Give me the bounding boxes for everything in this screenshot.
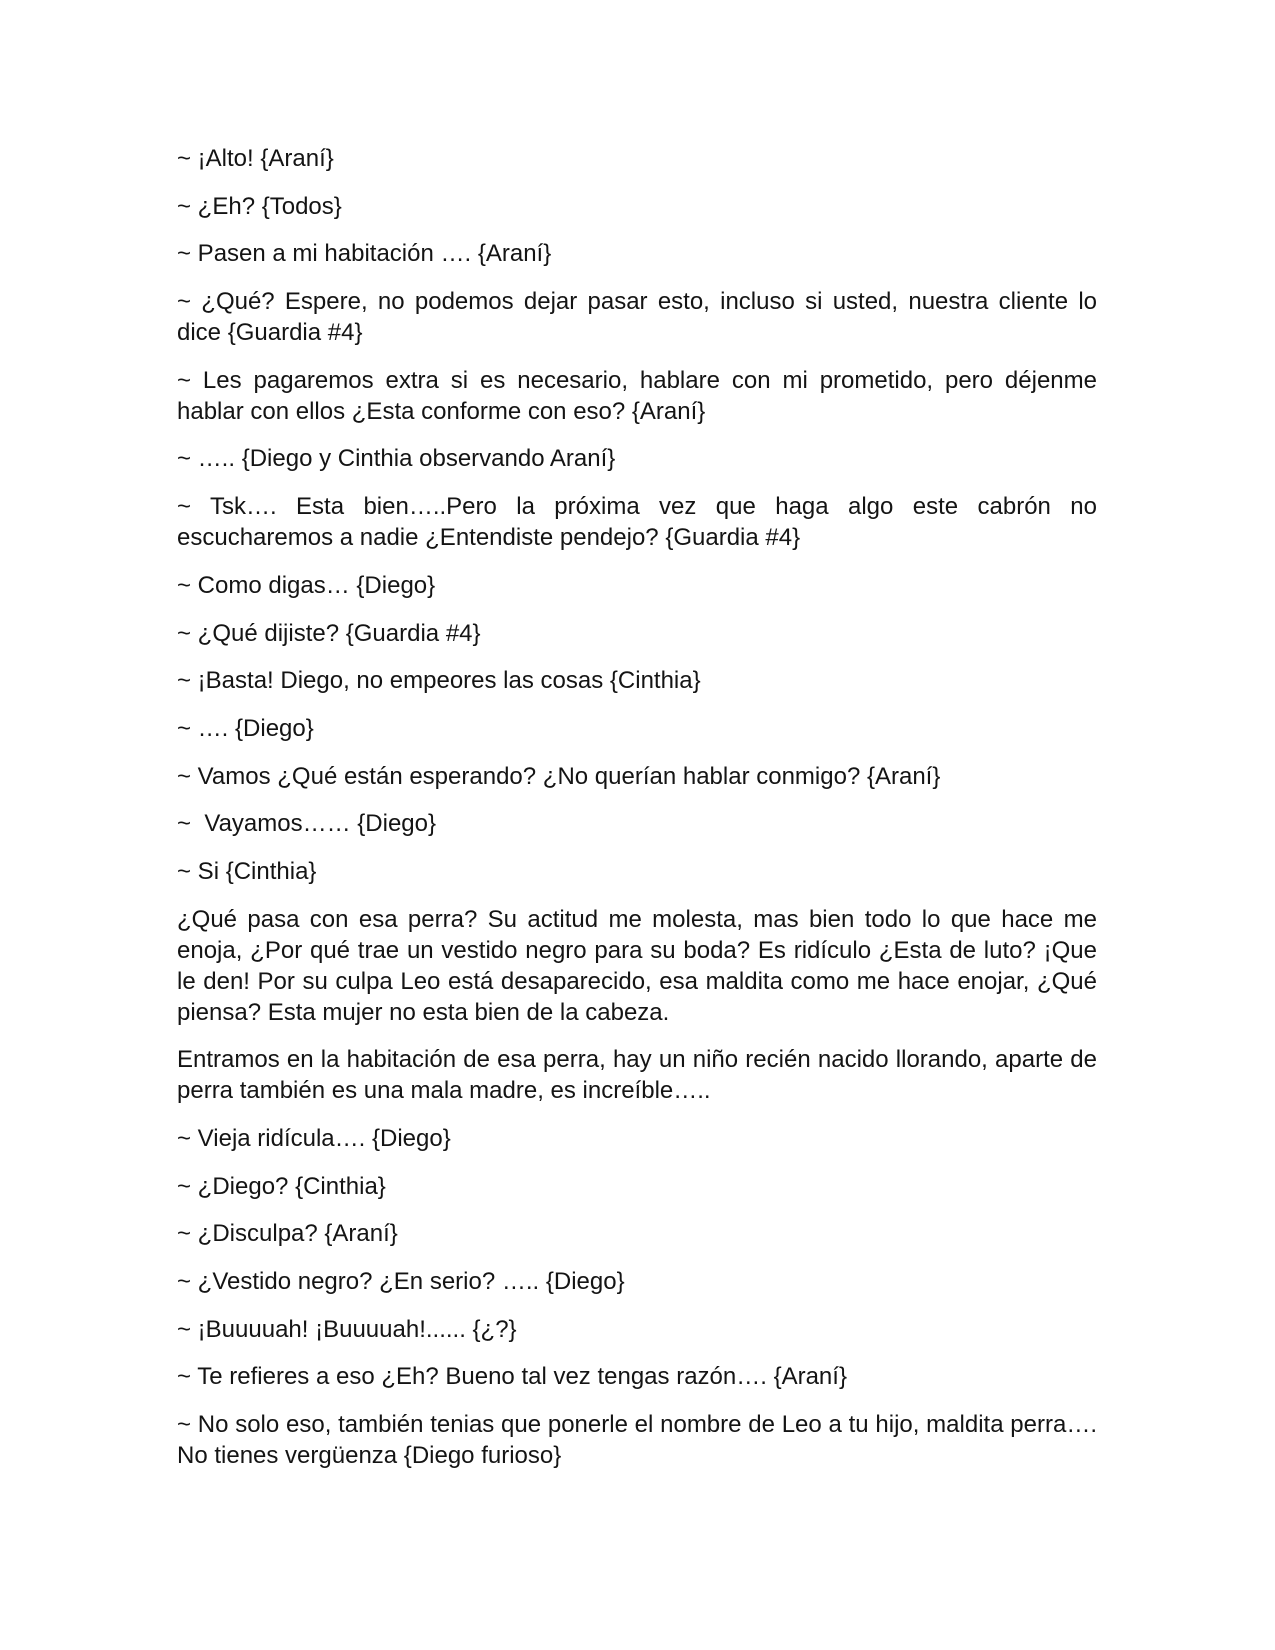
dialogue-line: ~ Te refieres a eso ¿Eh? Bueno tal vez tengas razón…. {Araní} (177, 1363, 847, 1391)
document-page (177, 143, 1104, 1488)
dialogue-line: ~ Les pagaremos extra si es necesario, hablare con mi prometido, pero déjenme hablar con ellos ¿Esta conforme con eso? {Araní} (177, 366, 1104, 425)
dialogue-line: ~ ….. {Diego y Cinthia observando Araní} (177, 445, 616, 473)
dialogue-line: ~ Vayamos…… {Diego} (177, 810, 437, 838)
dialogue-line: ~ ¡Alto! {Araní} (177, 145, 334, 172)
dialogue-line: ~ Vieja ridícula…. {Diego} (177, 1125, 451, 1152)
dialogue-line: ~ Pasen a mi habitación …. {Araní} (177, 240, 552, 268)
dialogue-line: ~ Si {Cinthia} (177, 857, 317, 885)
dialogue-line: ~ ¿Eh? {Todos} (177, 192, 342, 220)
dialogue-line: ~ ¿Qué? Espere, no podemos dejar pasar esto, incluso si usted, nuestra cliente lo dice {Guardia #4} (177, 288, 1104, 347)
dialogue-line: ~ No solo eso, también tenias que ponerle el nombre de Leo a tu hijo, maldita perra…. No tienes vergüenza {Diego furioso} (177, 1411, 1104, 1470)
dialogue-line: ~ Como digas… {Diego} (177, 571, 436, 599)
narration-paragraph: ¿Qué pasa con esa perra? Su actitud me molesta, mas bien todo lo que hace me enoja, ¿Por qué trae un vestido negro para su boda? Es ridículo ¿Esta de luto? ¡Que le den! Por su culpa Leo está desaparecido, esa maldita como me hace enojar, ¿Qué piensa? Esta mujer no esta bien de la cabeza. (177, 905, 1104, 1026)
dialogue-line: ~ ¿Disculpa? {Araní} (177, 1220, 398, 1248)
dialogue-line: ~ ¿Vestido negro? ¿En serio? ….. {Diego} (177, 1268, 625, 1296)
dialogue-line: ~ ¡Basta! Diego, no empeores las cosas {Cinthia} (177, 667, 701, 695)
dialogue-line: ~ ¡Buuuuah! ¡Buuuuah!...... {¿?} (177, 1315, 517, 1343)
narration-paragraph: Entramos en la habitación de esa perra, hay un niño recién nacido llorando, aparte de perra también es una mala madre, es increíble….. (177, 1046, 1104, 1105)
dialogue-line: ~ ¿Qué dijiste? {Guardia #4} (177, 619, 481, 647)
dialogue-line: ~ Vamos ¿Qué están esperando? ¿No querían hablar conmigo? {Araní} (177, 762, 941, 790)
dialogue-line: ~ Tsk…. Esta bien…..Pero la próxima vez que haga algo este cabrón no escucharemos a nadie ¿Entendiste pendejo? {Guardia #4} (177, 493, 1104, 552)
dialogue-line: ~ …. {Diego} (177, 714, 314, 742)
dialogue-line: ~ ¿Diego? {Cinthia} (177, 1172, 386, 1200)
